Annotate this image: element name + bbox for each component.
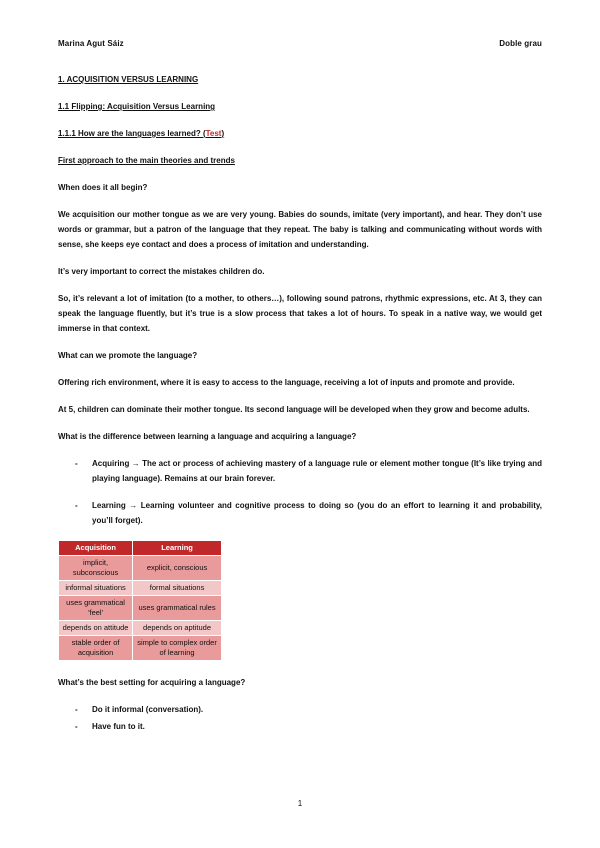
question-promote: What can we promote the language?: [58, 351, 198, 360]
definition-acquiring: [58, 456, 542, 486]
tip-text: Do it informal (conversation).: [92, 705, 204, 714]
dash-marker: -: [75, 705, 78, 714]
table-row: [59, 596, 222, 621]
paragraph-age-five: At 5, children can dominate their mother tongue. Its second language will be developed when they grow and become adults.: [58, 405, 530, 414]
table-cell: explicit, conscious: [133, 556, 222, 581]
heading-1: 1. ACQUISITION VERSUS LEARNING: [58, 75, 199, 84]
table-row: [59, 621, 222, 636]
header-author: Marina Agut Sáiz: [58, 39, 124, 48]
table-cell: stable order of acquisition: [59, 636, 133, 661]
tip-text: Have fun to it.: [92, 722, 145, 731]
question-when-begin: When does it all begin?: [58, 183, 148, 192]
heading-2: 1.1 Flipping: Acquisition Versus Learning: [58, 102, 216, 111]
heading-4: First approach to the main theories and trends: [58, 156, 235, 165]
table-header-learning: Learning: [133, 541, 222, 556]
table-cell: simple to complex order of learning: [133, 636, 222, 661]
document-body: [58, 72, 542, 746]
dash-marker: -: [75, 501, 78, 510]
table-cell: informal situations: [59, 581, 133, 596]
paragraph-environment: Offering rich environment, where it is easy to access to the language, receiving a lot of inputs and promote and provide.: [58, 378, 515, 387]
definition-acquiring-text: Acquiring → The act or process of achieving mastery of a language rule or element mother tongue (It’s like trying and playing language). Remains at our brain forever.: [92, 459, 542, 483]
table-cell: uses grammatical rules: [133, 596, 222, 621]
paragraph-acquisition: We acquisition our mother tongue as we are very young. Babies do sounds, imitate (very important), and hear. They don’t use words or grammar, but a patron of the language that they repeat. The baby is talking and communicating without words with sense, she keeps eye contact and does a process of imitation and understanding.: [58, 210, 542, 249]
question-best-setting: What’s the best setting for acquiring a language?: [58, 678, 246, 687]
table-cell: depends on attitude: [59, 621, 133, 636]
test-link[interactable]: Test: [205, 129, 222, 138]
heading-3: [58, 126, 542, 141]
table-row: [59, 636, 222, 661]
header-course: Doble grau: [499, 39, 542, 48]
question-difference: What is the difference between learning a language and acquiring a language?: [58, 432, 357, 441]
table-cell: uses grammatical 'feel': [59, 596, 133, 621]
page-number: 1: [297, 799, 303, 808]
tip-item: [58, 719, 542, 734]
definition-learning-text: Learning → Learning volunteer and cognitive process to doing so (you do an effort to learning it and probability, you’ll forget).: [92, 501, 542, 525]
comparison-table: [58, 540, 222, 661]
table-header-acquisition: Acquisition: [59, 541, 133, 556]
paragraph-imitation: So, it’s relevant a lot of imitation (to a mother, to others…), following sound patrons, rhythmic expressions, etc. At 3, they can speak the language fluently, but it’s true is a slow process that takes a lot of hours. To speak in a native way, we would get immerse in that context.: [58, 294, 542, 333]
table-cell: formal situations: [133, 581, 222, 596]
tips-list: [58, 702, 542, 734]
definition-learning: [58, 498, 542, 528]
dash-marker: -: [75, 722, 78, 731]
dash-marker: -: [75, 459, 78, 468]
table-row: [59, 581, 222, 596]
heading-3-text: 1.1.1 How are the languages learned? (: [58, 129, 206, 138]
tip-item: [58, 702, 542, 717]
table-row: [59, 556, 222, 581]
table-cell: implicit, subconscious: [59, 556, 133, 581]
table-header-row: [59, 541, 222, 556]
definitions-list: [58, 456, 542, 528]
heading-3-close: ): [221, 129, 225, 138]
paragraph-correct-mistakes: It’s very important to correct the mistakes children do.: [58, 267, 265, 276]
table-cell: depends on aptitude: [133, 621, 222, 636]
